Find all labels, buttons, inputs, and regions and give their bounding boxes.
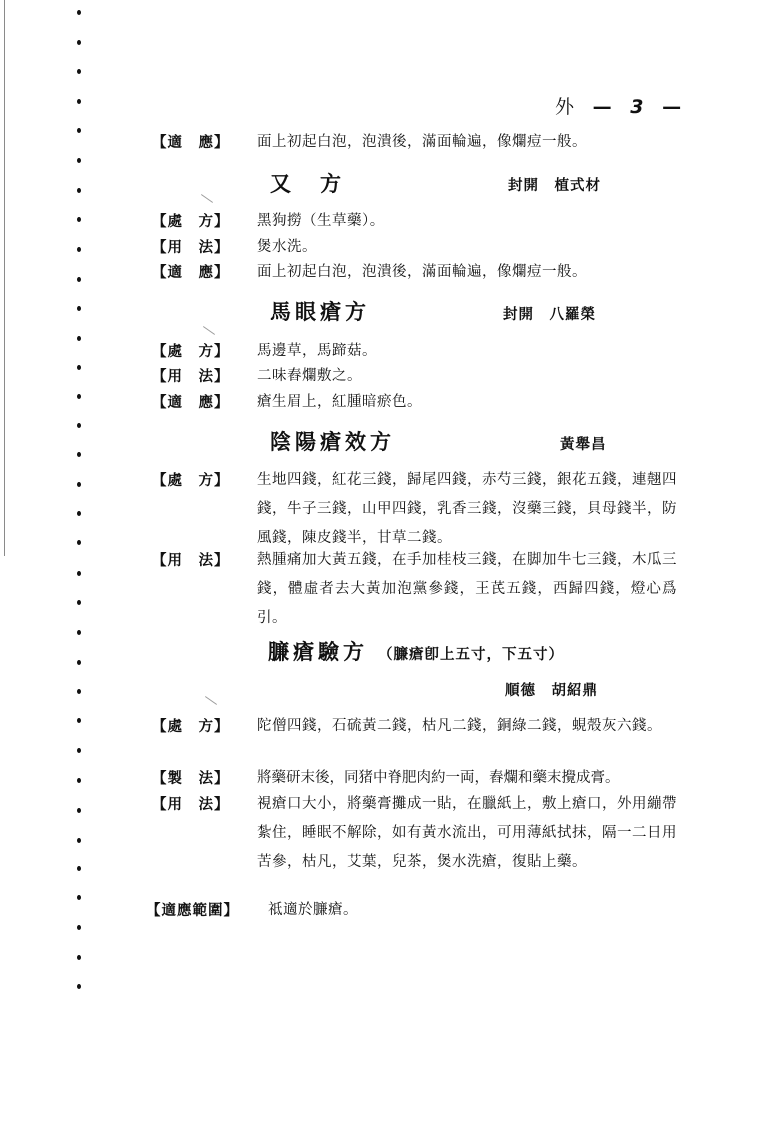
punch-hole-dot	[77, 128, 81, 133]
punch-hole-dot	[77, 99, 81, 104]
stray-mark	[205, 696, 217, 705]
entry-text: 面上初起白泡，泡潰後，滿面輪遍，像爛痘一般。	[257, 264, 587, 280]
entry-text: 馬邊草，馬蹄菇。	[257, 343, 377, 359]
punch-hole-dot	[77, 600, 81, 605]
dash-right: —	[662, 96, 684, 118]
page-header	[555, 92, 683, 119]
punch-hole-dot	[77, 540, 81, 545]
entry-label: 【適 應】	[152, 134, 230, 151]
entry-label: 【適 應】	[152, 264, 230, 281]
entry-label: 【製 法】	[152, 770, 230, 787]
entry-label: 【用 法】	[152, 796, 230, 813]
entry-text: 視瘡口大小，將藥膏攤成一貼，在臘紙上，敷上瘡口，外用繃帶紮住，睡眠不解除，如有黃水流出，可用薄紙拭抹，隔一二日用苦參，枯凡，艾葉，兒茶，煲水洗瘡，復貼上藥。	[257, 796, 677, 870]
punch-hole-dot	[77, 247, 81, 252]
entry-text: 黑狗撈（生草藥）。	[257, 213, 385, 229]
punch-hole-dot	[77, 748, 81, 753]
entry-label: 【處 方】	[152, 472, 230, 489]
entry-text: 二味舂爛敷之。	[257, 368, 362, 384]
recipe-title-note: （臁瘡卽上五寸，下五寸）	[378, 646, 564, 663]
dash-left: —	[592, 96, 614, 118]
punch-hole-dot	[77, 630, 81, 635]
entry-label: 【處 方】	[152, 718, 230, 735]
entry-label: 【用 法】	[152, 239, 230, 256]
punch-hole-dot	[77, 660, 81, 665]
section-marker: 外	[555, 96, 577, 118]
punch-hole-dot	[77, 10, 81, 15]
punch-hole-dot	[77, 277, 81, 282]
recipe-title: 馬眼瘡方	[270, 299, 370, 324]
punch-hole-dot	[77, 808, 81, 813]
entry-label: 【用 法】	[152, 552, 230, 569]
punch-hole-dot	[77, 69, 81, 74]
stray-mark	[203, 326, 215, 335]
entry-text: 熱腫痛加大黃五錢，在手加桂枝三錢，在脚加牛七三錢，木瓜三錢，體虛者去大黃加泡黨參錢，王芪五錢，西歸四錢，燈心爲引。	[257, 552, 677, 626]
recipe-title: 臁瘡驗方	[268, 639, 368, 664]
recipe-author: 黃舉昌	[560, 436, 607, 453]
punch-hole-dot	[77, 984, 81, 989]
entry-text: 祗適於臁瘡。	[268, 902, 358, 918]
entry-text: 將藥研末後，同猪中脊肥肉約一両，舂爛和藥末攪成膏。	[257, 770, 620, 786]
entry-text: 煲水洗。	[257, 239, 317, 255]
page-number: 3	[630, 96, 646, 118]
punch-hole-dot	[77, 778, 81, 783]
recipe-author: 封開 植式材	[508, 177, 601, 194]
punch-hole-dot	[77, 511, 81, 516]
punch-hole-dot	[77, 188, 81, 193]
binding-punch-holes	[76, 0, 84, 1122]
punch-hole-dot	[77, 40, 81, 45]
punch-hole-dot	[77, 306, 81, 311]
punch-hole-dot	[77, 895, 81, 900]
punch-hole-dot	[77, 571, 81, 576]
entry-text: 面上初起白泡，泡潰後，滿面輪遍，像爛痘一般。	[257, 134, 587, 150]
punch-hole-dot	[77, 866, 81, 871]
entry-label: 【適 應】	[152, 394, 230, 411]
punch-hole-dot	[77, 452, 81, 457]
entry-text: 生地四錢，紅花三錢，歸尾四錢，赤芍三錢，銀花五錢，連翹四錢，牛子三錢，山甲四錢，乳香三錢，沒藥三錢，貝母錢半，防風錢，陳皮錢半，甘草二錢。	[257, 472, 677, 546]
punch-hole-dot	[77, 158, 81, 163]
entry-text: 陀僧四錢，石硫黃二錢，枯凡二錢，銅綠二錢，蜆殼灰六錢。	[257, 718, 662, 734]
recipe-author: 順德 胡紹鼎	[505, 682, 598, 699]
stray-mark	[201, 194, 213, 203]
recipe-title: 又 方	[270, 171, 345, 196]
punch-hole-dot	[77, 482, 81, 487]
punch-hole-dot	[77, 336, 81, 341]
punch-hole-dot	[77, 718, 81, 723]
punch-hole-dot	[77, 689, 81, 694]
entry-label: 【用 法】	[152, 368, 230, 385]
entry-label: 【適應範圍】	[146, 902, 239, 919]
recipe-title: 陰陽瘡效方	[270, 429, 395, 454]
recipe-title-row	[268, 638, 564, 669]
punch-hole-dot	[77, 365, 81, 370]
punch-hole-dot	[77, 217, 81, 222]
entry-label: 【處 方】	[152, 343, 230, 360]
punch-hole-dot	[77, 955, 81, 960]
entry-text: 瘡生眉上，紅腫暗瘀色。	[257, 394, 422, 410]
punch-hole-dot	[77, 925, 81, 930]
punch-hole-dot	[77, 838, 81, 843]
entry-label: 【處 方】	[152, 213, 230, 230]
left-margin-rule	[4, 0, 5, 556]
punch-hole-dot	[77, 394, 81, 399]
punch-hole-dot	[77, 423, 81, 428]
recipe-author: 封開 八羅榮	[503, 306, 596, 323]
